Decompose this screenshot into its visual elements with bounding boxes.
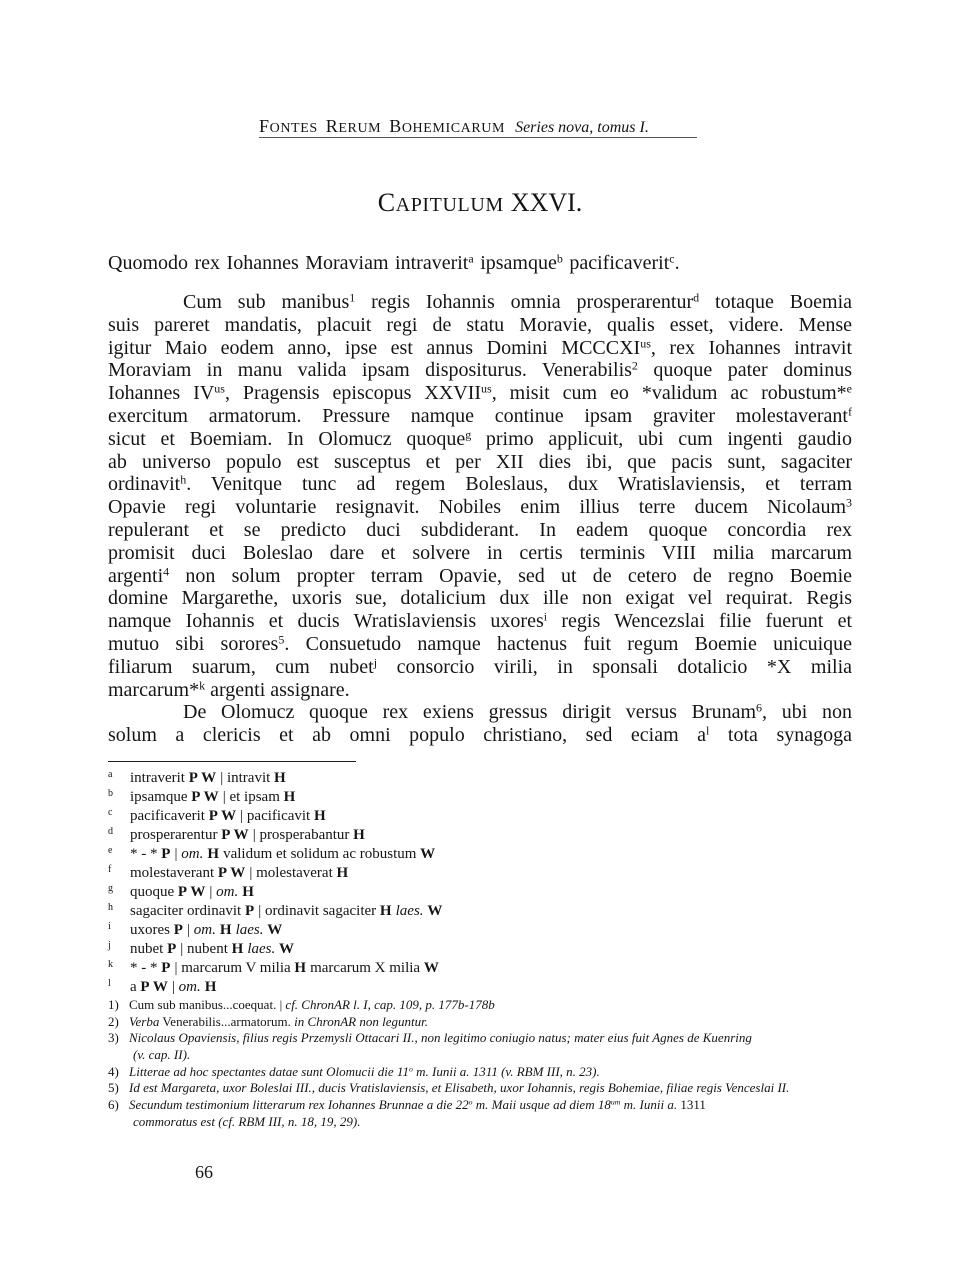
text-run: pacificaverit	[562, 252, 670, 274]
text-line	[108, 701, 852, 724]
apparatus-mark: k	[108, 959, 113, 970]
text-run: consorcio virili, in sponsali dotalicio *X milia	[377, 655, 853, 678]
text-run: igitur Maio eodem anno, ipse est annus Domini MCCCXI	[108, 336, 641, 359]
text-run: nubet	[130, 941, 168, 957]
apparatus-entry	[108, 845, 852, 864]
siglum: H	[215, 922, 232, 938]
siglum: P W	[217, 865, 246, 881]
chapter-word: CAPITULUM	[377, 188, 504, 217]
siglum: P	[244, 903, 255, 919]
siglum: P	[161, 960, 171, 976]
text-run: |	[168, 979, 179, 995]
footnote-line	[108, 1097, 868, 1114]
text-run: | pacificavit	[236, 808, 314, 824]
note-reference: 3	[846, 495, 852, 510]
text-run: | marcarum V milia	[170, 960, 295, 976]
text-run: marcarum*	[108, 678, 200, 701]
text-run: primo applicuit, ubi cum ingenti gaudio	[471, 427, 852, 450]
text-line	[108, 724, 852, 747]
siglum: P W	[177, 884, 206, 900]
apparatus-entry	[108, 769, 852, 788]
text-line	[108, 291, 852, 314]
siglum: H	[274, 770, 286, 786]
text-run: ordinavit	[108, 473, 181, 496]
text-run: regis Iohannis omnia prosperarentur	[355, 291, 694, 313]
text-run: uxores	[130, 922, 174, 938]
note-reference: i	[543, 609, 548, 624]
note-reference: h	[180, 472, 187, 487]
italic-run: cf. ChronAR l. I, cap. 109, p. 177b-178b	[285, 997, 495, 1012]
siglum: W	[423, 903, 443, 919]
running-head	[259, 115, 697, 138]
note-reference: a	[468, 251, 474, 266]
historical-notes	[108, 997, 868, 1131]
text-run: suis pareret mandatis, placuit regi de statu Moravie, qualis esset, videre. Mense	[108, 313, 852, 336]
text-line	[108, 473, 852, 496]
apparatus-entry	[108, 940, 852, 959]
apparatus-entry	[108, 864, 852, 883]
siglum: H	[336, 865, 349, 881]
text-run: namque Iohannis et ducis Wratislaviensis uxores	[108, 610, 544, 633]
footnote-number: 3)	[108, 1030, 119, 1046]
text-run: | intravit	[216, 770, 275, 786]
siglum: H	[231, 941, 244, 957]
siglum: H	[379, 903, 392, 919]
note-reference: d	[693, 290, 700, 305]
text-run: argenti	[108, 564, 164, 587]
siglum: W	[420, 846, 436, 862]
italic-run: laes.	[391, 903, 424, 919]
text-line	[108, 679, 852, 702]
text-run: . Consuetudo namque hactenus fuit regum Boemie unicuique	[284, 632, 853, 655]
siglum: W	[423, 960, 440, 976]
apparatus-mark: e	[108, 845, 113, 856]
apparatus-entry	[108, 883, 852, 902]
text-line	[108, 382, 852, 405]
text-run: sicut et Boemiam. In Olomucz quoque	[108, 427, 466, 450]
footnote-rule	[108, 761, 356, 762]
text-line	[108, 633, 852, 656]
footnote	[108, 1097, 868, 1130]
chapter-title	[0, 187, 960, 223]
text-line	[108, 337, 852, 360]
footnote-number: 6)	[108, 1097, 119, 1113]
text-line	[108, 496, 852, 519]
apparatus-mark: f	[108, 864, 112, 875]
italic-run: (v. cap. II).	[133, 1047, 191, 1063]
text-run: filiarum suarum, cum nubet	[108, 655, 374, 678]
apparatus-mark: i	[108, 921, 111, 932]
footnote-line	[108, 1047, 868, 1064]
footnote-number: 1)	[108, 997, 119, 1012]
text-run: , misit cum eo *validum ac robustum*	[491, 382, 847, 405]
italic-run: Secundum testimonium litterarum rex Iohannes Brunnae a die 22	[129, 1097, 469, 1113]
apparatus-entry	[108, 807, 852, 826]
siglum: H	[203, 846, 220, 862]
footnote-line	[108, 1080, 868, 1097]
footnote	[108, 1030, 868, 1063]
text-run: | molestaverat	[245, 865, 337, 881]
note-reference: 4	[163, 563, 170, 578]
italic-run: Litterae ad hoc spectantes datae sunt Olomucii die 11	[129, 1063, 409, 1079]
text-run: exercitum armatorum. Pressure namque continue ipsam graviter molestaverant	[108, 404, 848, 427]
text-line	[108, 359, 852, 382]
footnote-number: 4)	[108, 1063, 119, 1079]
series-label: Series nova, tomus I.	[515, 119, 649, 136]
text-run: argenti assignare.	[205, 678, 350, 701]
text-run: |	[170, 846, 182, 862]
italic-run: laes.	[243, 941, 276, 957]
note-reference: j	[373, 655, 378, 670]
note-reference: us	[481, 381, 492, 396]
siglum: P W	[140, 979, 169, 995]
note-reference: 6	[756, 700, 763, 715]
text-run: molestaverant	[130, 865, 218, 881]
footnote-line	[108, 1014, 868, 1031]
apparatus-mark: l	[108, 978, 111, 989]
footnote-line	[108, 997, 868, 1014]
footnote	[108, 1064, 868, 1081]
text-run: De Olomucz quoque rex exiens gressus dirigit versus Brunam	[183, 701, 757, 724]
text-run: prosperarentur	[130, 827, 222, 843]
text-run: | ordinavit sagaciter	[254, 903, 380, 919]
text-line	[108, 565, 852, 588]
text-run: Venerabilis...armatorum.	[159, 1013, 295, 1029]
footnote	[108, 1014, 868, 1031]
apparatus-entry	[108, 959, 852, 978]
siglum: P	[173, 922, 184, 938]
collection-title-word: FONTES	[259, 116, 318, 136]
note-reference: us	[214, 381, 225, 396]
italic-run: om.	[216, 884, 239, 900]
italic-run: m. Maii usque ad diem 18	[472, 1097, 611, 1113]
text-run: ipsamque	[473, 252, 557, 274]
text-run: a	[130, 979, 141, 995]
note-reference: 1	[349, 290, 356, 305]
italic-run: om.	[193, 922, 216, 938]
text-run: domine Margarethe, uxoris sue, dotalicium dux ille non exigat vel requirat. Regis	[108, 587, 852, 610]
italic-run: in ChronAR non leguntur.	[294, 1013, 428, 1029]
text-line	[108, 314, 852, 337]
text-run: Iohannes IV	[108, 382, 215, 405]
italic-run: m. Iunii a. 1311 (v. RBM III, n. 23).	[412, 1063, 600, 1079]
text-line	[108, 451, 852, 474]
footnote-line	[108, 1030, 868, 1047]
critical-apparatus	[108, 769, 852, 997]
text-run: intraverit	[130, 770, 189, 786]
apparatus-mark: a	[108, 769, 113, 780]
text-run: validum et solidum ac robustum	[219, 846, 421, 862]
footnote-number: 2)	[108, 1013, 119, 1029]
page-number: 66	[195, 1162, 213, 1182]
text-run: totaque Boemia	[699, 291, 853, 313]
text-run: | et ipsam	[218, 789, 284, 805]
text-run: |	[183, 922, 194, 938]
siglum: P	[161, 846, 171, 862]
note-reference: b	[556, 251, 563, 266]
siglum: H	[238, 884, 255, 900]
note-reference: us	[640, 336, 651, 350]
text-run: pacificaverit	[130, 808, 209, 824]
siglum: H	[353, 827, 366, 843]
text-run: repulerant et se predicto duci subdiderant. In eadem quoque concordia rex	[108, 518, 852, 541]
note-reference: g	[465, 427, 472, 442]
paragraph	[108, 701, 852, 747]
siglum: P W	[221, 827, 249, 843]
text-run: sagaciter ordinavit	[130, 903, 245, 919]
apparatus-mark: c	[108, 807, 113, 818]
text-run: Cum sub manibus	[183, 291, 350, 313]
paragraph	[108, 291, 852, 701]
chapter-number: XXVI.	[510, 188, 583, 217]
text-line	[108, 610, 852, 633]
text-line	[108, 405, 852, 428]
text-line	[108, 542, 852, 565]
siglum: H	[294, 960, 307, 976]
superscript: o	[408, 1064, 413, 1074]
apparatus-mark: j	[108, 940, 111, 951]
text-run: | prosperabantur	[248, 827, 354, 843]
text-line	[108, 656, 852, 679]
apparatus-mark: h	[108, 902, 113, 913]
superscript: o	[468, 1097, 473, 1107]
text-run: Opavie regi voluntarie resignavit. Nobiles enim illius terre ducem Nicolaum	[108, 496, 846, 519]
text-run: | nubent	[176, 941, 232, 957]
text-run: ipsamque	[130, 789, 192, 805]
siglum: H	[313, 808, 326, 824]
apparatus-entry	[108, 902, 852, 921]
italic-run: om.	[178, 979, 201, 995]
apparatus-entry	[108, 921, 852, 940]
text-run: , ubi non	[762, 701, 853, 724]
apparatus-entry	[108, 978, 852, 997]
text-run: * - *	[130, 960, 162, 976]
collection-title-word: BOHEMICARUM	[389, 116, 506, 136]
italic-run: Id est Margareta, uxor Boleslai III., ducis Vratislaviensis, et Elisabeth, uxor Iohannis, regis Bohemiae, filiae regis Venceslai II.	[129, 1080, 790, 1096]
footnote	[108, 997, 868, 1014]
text-run: tota synagoga	[709, 724, 852, 747]
siglum: W	[275, 941, 295, 957]
text-run: non solum propter terram Opavie, sed ut de cetero de regno Boemie	[169, 564, 852, 587]
siglum: P	[167, 941, 177, 957]
text-run: Cum sub manibus...coequat. |	[129, 997, 286, 1012]
text-run: quoque pater dominus	[637, 359, 853, 382]
note-reference: c	[669, 251, 675, 266]
superscript: um	[610, 1097, 621, 1107]
italic-run: commoratus est (cf. RBM III, n. 18, 19, 29).	[133, 1113, 361, 1129]
text-line	[108, 428, 852, 451]
text-run: mutuo sibi sorores	[108, 632, 279, 655]
italic-run: Verba	[129, 1013, 160, 1029]
siglum: H	[200, 979, 217, 995]
apparatus-mark: b	[108, 788, 113, 799]
chapter-subtitle	[108, 252, 680, 275]
text-line	[108, 519, 852, 542]
italic-run: m. Iunii a.	[620, 1097, 678, 1113]
apparatus-mark: g	[108, 883, 113, 894]
text-run: .	[674, 252, 680, 274]
footnote	[108, 1080, 868, 1097]
note-reference: f	[848, 404, 852, 419]
siglum: W	[263, 922, 283, 938]
italic-run: laes.	[231, 922, 264, 938]
siglum: H	[283, 789, 296, 805]
text-line	[108, 587, 852, 610]
text-run: |	[205, 884, 217, 900]
text-run: promisit duci Boleslao dare et solvere in certis terminis VIII milia marcarum	[108, 541, 852, 564]
apparatus-entry	[108, 826, 852, 845]
note-reference: k	[199, 677, 206, 692]
text-run: . Venitque tunc ad regem Boleslaus, dux Wratislaviensis, et terram	[186, 473, 852, 496]
text-run: solum a clericis et ab omni populo christiano, sed eciam a	[108, 724, 707, 747]
note-reference: 5	[278, 632, 285, 647]
text-run: marcarum X milia	[306, 960, 424, 976]
text-run: Quomodo rex Iohannes Moraviam intraverit	[108, 252, 469, 274]
text-run: regis Wencezslai filie fuerunt et	[547, 610, 853, 633]
siglum: P W	[188, 770, 217, 786]
footnote-line	[108, 1064, 868, 1081]
siglum: P W	[208, 808, 237, 824]
apparatus-mark: d	[108, 826, 113, 837]
text-run: , rex Iohannes intravit	[650, 336, 853, 359]
text-run: 1311	[677, 1097, 706, 1113]
italic-run: om.	[181, 846, 204, 862]
siglum: P W	[191, 789, 219, 805]
main-text	[108, 291, 852, 747]
italic-run: Nicolaus Opaviensis, filius regis Przemysli Ottacari II., non legitimo coniugio natus; mater eius fuit Agnes de Kuenring	[129, 1030, 752, 1046]
text-run: , Pragensis episcopus XXVII	[224, 382, 482, 405]
text-run: * - *	[130, 846, 162, 862]
note-reference: 2	[631, 358, 638, 373]
apparatus-entry	[108, 788, 852, 807]
collection-title-word: RERUM	[325, 116, 382, 136]
text-run: quoque	[130, 884, 178, 900]
note-reference: e	[846, 381, 852, 396]
footnote-number: 5)	[108, 1080, 119, 1096]
note-reference: l	[706, 723, 710, 738]
text-run: ab universo populo est susceptus et per XII dies ibi, que pacis sunt, sagaciter	[108, 450, 852, 473]
text-run: Moraviam in manu valida ipsam dispositurus. Venerabilis	[108, 359, 632, 382]
footnote-line	[108, 1114, 868, 1131]
